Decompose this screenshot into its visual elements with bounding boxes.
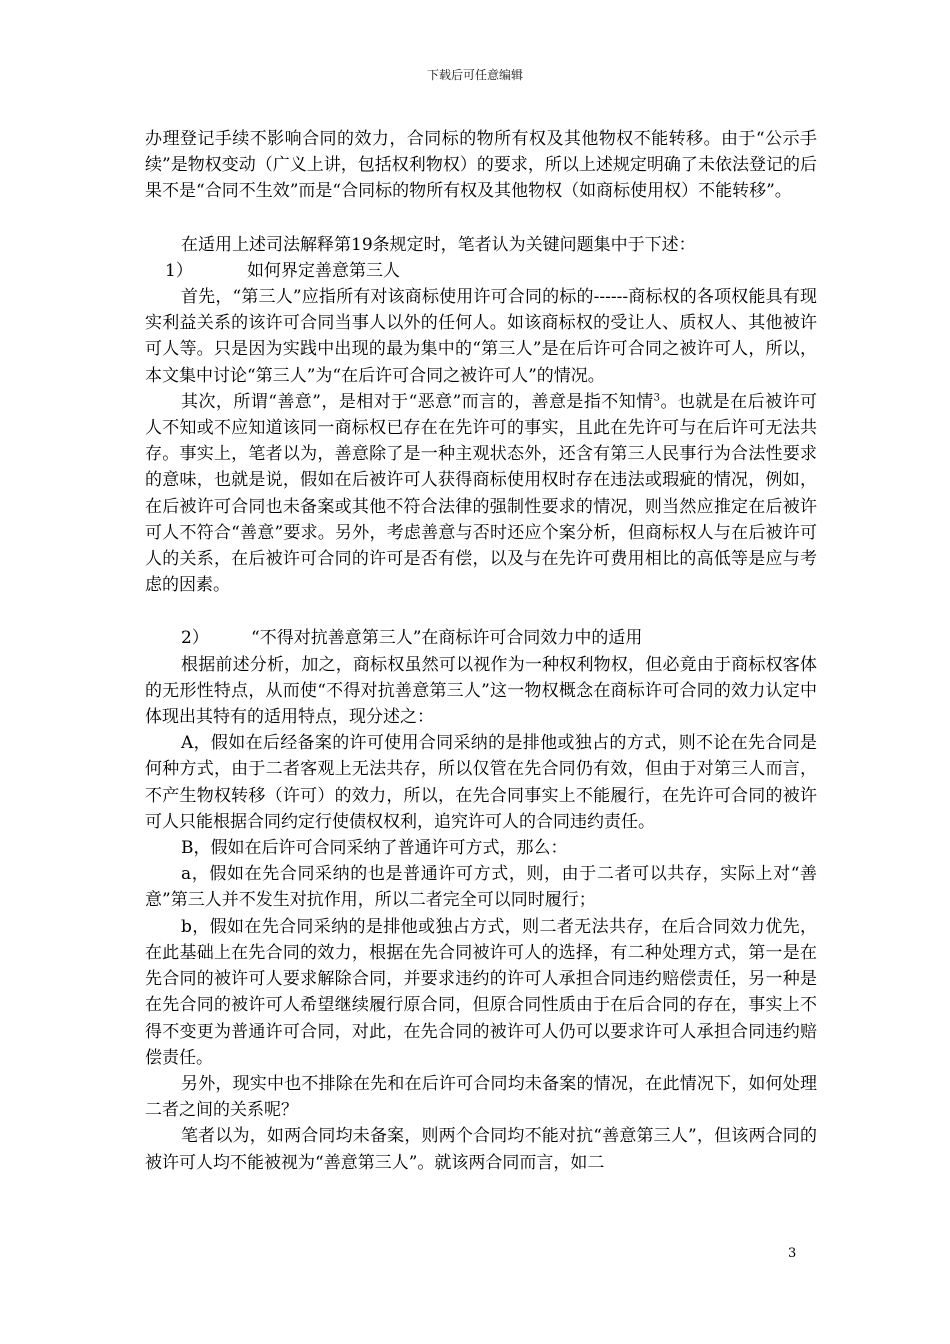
paragraph-case-b-b: b，假如在先合同采纳的是排他或独占方式，则二者无法共存，在后合同效力优先，在此基础上在先合同的效力，根据在先合同被许可人的选择，有二种处理方式，第一是在先合同的被许可人要求解除合同，并要求违约的许可人承担合同违约赔偿责任，另一种是在先合同的被许可人希望继续履行原合同，但原合同性质由于在后合同的存在，事实上不得不变更为普通许可合同，对此，在先合同的被许可人仍可以要求许可人承担合同违约赔偿责任。	[145, 916, 817, 1068]
paragraph-analysis: 根据前述分析，加之，商标权虽然可以视作为一种权利物权，但必竟由于商标权客体的无形性特点，从而使“不得对抗善意第三人”这一物权概念在商标许可合同的效力认定中体现出其特有的适用特点，现分述之：	[145, 654, 817, 728]
footnote-ref: 3	[653, 392, 661, 404]
paragraph-gap	[145, 205, 817, 232]
paragraph-unregistered: 另外，现实中也不排除在先和在后许可合同均未备案的情况，在此情况下，如何处理二者之间的关系呢？	[145, 1073, 817, 1121]
paragraph-third-party: 首先，“第三人”应指所有对该商标使用许可合同的标的------商标权的各项权能具有现实利益关系的该许可合同当事人以外的任何人。如该商标权的受让人、质权人、其他被许可人等。只是因为实践中出现的最为集中的“第三人”是在后许可合同之被许可人，所以，本文集中讨论“第三人”为“在后许可合同之被许可人”的情况。	[145, 287, 817, 386]
paragraph-case-b: B，假如在后许可合同采纳了普通许可方式，那么：	[181, 838, 568, 859]
section-title-1: 如何界定善意第三人	[247, 260, 400, 281]
section-title-2: “不得对抗善意第三人”在商标许可合同效力中的适用	[251, 628, 643, 649]
paragraph-case-a: A，假如在后经备案的许可使用合同采纳的是排他或独占的方式，则不论在先合同是何种方式，由于二者客观上无法共存，所以仅管在先合同仍有效，但由于对第三人而言，不产生物权转移（许可）的效力，所以，在先合同事实上不能履行，在先许可合同的被许可人只能根据合同约定行使债权权利，追究许可人的合同违约责任。	[145, 733, 817, 832]
paragraph-author-view: 笔者以为，如两合同均未备案，则两个合同均不能对抗“善意第三人”，但该两合同的被许可人均不能被视为“善意第三人”。就该两合同而言，如二	[145, 1126, 817, 1173]
paragraph-gap	[145, 598, 817, 625]
page-header: 下载后可任意编辑	[426, 68, 523, 82]
paragraph-case-b-a: a，假如在先合同采纳的也是普通许可方式，则，由于二者可以共存，实际上对“善意”第三人并不发生对抗作用，所以二者完全可以同时履行；	[145, 864, 817, 911]
good-faith-text-a: 其次，所谓“善意”，是相对于“恶意”而言的，善意是指不知情	[181, 391, 654, 412]
section-heading-1	[145, 258, 817, 284]
section-heading-2	[145, 625, 817, 651]
section-number-2: 2）	[181, 628, 209, 649]
document-body	[145, 126, 817, 1176]
good-faith-text-b: 。也就是在后被许可人不知或不应知道该同一商标权已存在在先许可的事实，且此在先许可与在后许可无法共存。事实上，笔者以为，善意除了是一种主观状态外，还含有第三人民事行为合法性要求的意味，也就是说，假如在后被许可人获得商标使用权时存在违法或瑕疵的情况，例如，在后被许可合同也未备案或其他不符合法律的强制性要求的情况，则当然应推定在后被许可人不符合“善意”要求。另外，考虑善意与否时还应个案分析，但商标权人与在后被许可人的关系，在后被许可合同的许可是否有偿，以及与在先许可费用相比的高低等是应与考虑的因素。	[145, 391, 818, 596]
paragraph-registration: 办理登记手续不影响合同的效力，合同标的物所有权及其他物权不能转移。由于“公示手续”是物权变动（广义上讲，包括权利物权）的要求，所以上述规定明确了未依法登记的后果不是“合同不生效”而是“合同标的物所有权及其他物权（如商标使用权）不能转移”。	[145, 129, 817, 202]
paragraph-good-faith	[145, 389, 817, 599]
section-number-1: 1）	[165, 260, 193, 281]
paragraph-key-issues: 在适用上述司法解释第19条规定时，笔者认为关键问题集中于下述：	[181, 234, 696, 255]
page-number: 3	[788, 1246, 797, 1261]
